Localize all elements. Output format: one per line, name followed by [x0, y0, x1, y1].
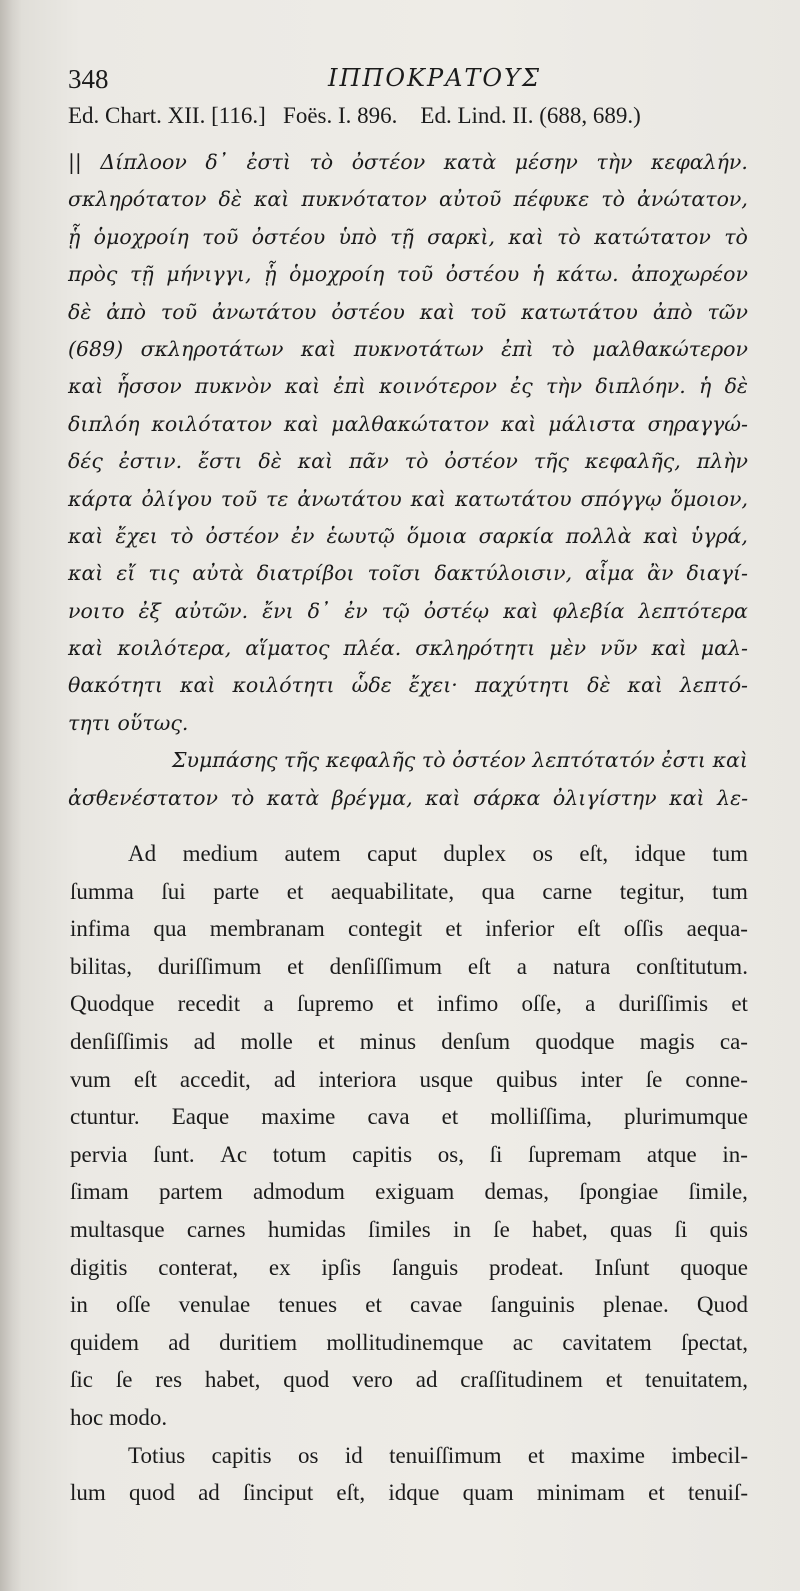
greek-text-block	[68, 144, 748, 817]
greek-line: νοιτο ἐξ αὐτῶν. ἔνι δ᾽ ἐν τῷ ὀστέῳ καὶ φλεβία λεπτότερα	[68, 598, 748, 623]
latin-line: lum quod ad ſinciput eſt, idque quam minimam et tenuiſ-	[70, 1480, 748, 1506]
latin-line: vum eſt accedit, ad interiora usque quibus inter ſe conne-	[70, 1066, 748, 1092]
greek-line: τητι οὕτως.	[68, 710, 189, 735]
page-gutter-shadow	[0, 0, 22, 1591]
greek-line: δὲ ἀπὸ τοῦ ἀνωτάτου ὀστέου καὶ τοῦ κατωτάτου ἀπὸ τῶν	[68, 299, 748, 324]
latin-line: ſimam partem admodum exiguam demas, ſpongiae ſimile,	[70, 1179, 748, 1205]
greek-line: καὶ κοιλότερα, αἵματος πλέα. σκληρότητι μὲν νῦν καὶ μαλ-	[68, 636, 748, 661]
page-header	[68, 64, 748, 104]
edition-references: Ed. Chart. XII. [116.] Foës. I. 896. Ed. Lind. II. (688, 689.)	[68, 103, 641, 128]
latin-line: Totius capitis os id tenuiſſimum et maxime imbecil-	[128, 1442, 748, 1468]
latin-line: Quodque recedit a ſupremo et infimo oſſe, a duriſſimis et	[70, 991, 748, 1017]
latin-line: ſumma ſui parte et aequabilitate, qua carne tegitur, tum	[70, 878, 748, 904]
greek-line: δές ἐστιν. ἔστι δὲ καὶ πᾶν τὸ ὀστέον τῆς κεφαλῆς, πλὴν	[68, 449, 748, 474]
latin-line: pervia ſunt. Ac totum capitis os, ſi ſupremam atque in-	[70, 1141, 748, 1167]
latin-line: ſic ſe res habet, quod vero ad craſſitudinem et tenuitatem,	[70, 1367, 748, 1393]
greek-line: || Δίπλοον δ᾽ ἐστὶ τὸ ὀστέον κατὰ μέσην τὴν κεφαλήν.	[68, 150, 748, 174]
greek-line: ἀσθενέστατον τὸ κατὰ βρέγμα, καὶ σάρκα ὀλιγίστην καὶ λε-	[68, 785, 748, 810]
greek-line: κάρτα ὀλίγου τοῦ τε ἀνωτάτου καὶ κατωτάτου σπόγγῳ ὅμοιον,	[68, 486, 748, 511]
running-head: ΙΠΠΟΚΡΑΤΟΥΣ	[328, 64, 541, 92]
greek-line: ᾗ ὁμοχροίη τοῦ ὀστέου ὑπὸ τῇ σαρκὶ, καὶ τὸ κατώτατον τὸ	[68, 224, 748, 249]
latin-line: Ad medium autem caput duplex os eſt, idque tum	[128, 841, 748, 866]
latin-line: denſiſſimis ad molle et minus denſum quodque magis ca-	[70, 1028, 748, 1054]
greek-line: σκληρότατον δὲ καὶ πυκνότατον αὐτοῦ πέφυκε τὸ ἀνώτατον,	[68, 187, 748, 212]
latin-line: quidem ad duritiem mollitudinemque ac cavitatem ſpectat,	[70, 1329, 748, 1355]
latin-line: bilitas, duriſſimum et denſiſſimum eſt a natura conſtitutum.	[70, 953, 748, 979]
latin-line: infima qua membranam contegit et inferior eſt oſſis aequa-	[70, 916, 748, 942]
latin-line: hoc modo.	[70, 1404, 168, 1430]
greek-line: (689) σκληροτάτων καὶ πυκνοτάτων ἐπὶ τὸ μαλθακώτερον	[68, 336, 748, 361]
greek-line: καὶ εἴ τις αὐτὰ διατρίβοι τοῖσι δακτύλοισιν, αἷμα ἂν διαγί-	[68, 561, 748, 586]
greek-line: διπλόη κοιλότατον καὶ μαλθακώτατον καὶ μάλιστα σηραγγώ-	[68, 411, 748, 436]
latin-line: in oſſe venulae tenues et cavae ſanguinis plenae. Quod	[70, 1292, 748, 1318]
greek-line: καὶ ἧσσον πυκνὸν καὶ ἐπὶ κοινότερον ἐς τὴν διπλόην. ἡ δὲ	[68, 374, 748, 399]
greek-line: Συμπάσης τῆς κεφαλῆς τὸ ὀστέον λεπτότατόν ἐστι καὶ	[172, 748, 748, 773]
page-number: 348	[68, 64, 109, 94]
latin-line: multasque carnes humidas ſimiles in ſe habet, quas ſi quis	[70, 1216, 748, 1242]
latin-text-block	[70, 835, 748, 1512]
latin-line: ctuntur. Eaque maxime cava et molliſſima, plurimumque	[70, 1104, 748, 1130]
latin-line: digitis conterat, ex ipſis ſanguis prodeat. Inſunt quoque	[70, 1254, 748, 1280]
greek-line: πρὸς τῇ μήνιγγι, ᾗ ὁμοχροίη τοῦ ὀστέου ἡ κάτω. ἀποχωρέον	[68, 262, 748, 287]
greek-line: θακότητι καὶ κοιλότητι ὧδε ἔχει· παχύτητι δὲ καὶ λεπτό-	[68, 673, 748, 698]
greek-line: καὶ ἔχει τὸ ὀστέον ἐν ἑωυτῷ ὅμοια σαρκία πολλὰ καὶ ὑγρά,	[68, 523, 748, 548]
